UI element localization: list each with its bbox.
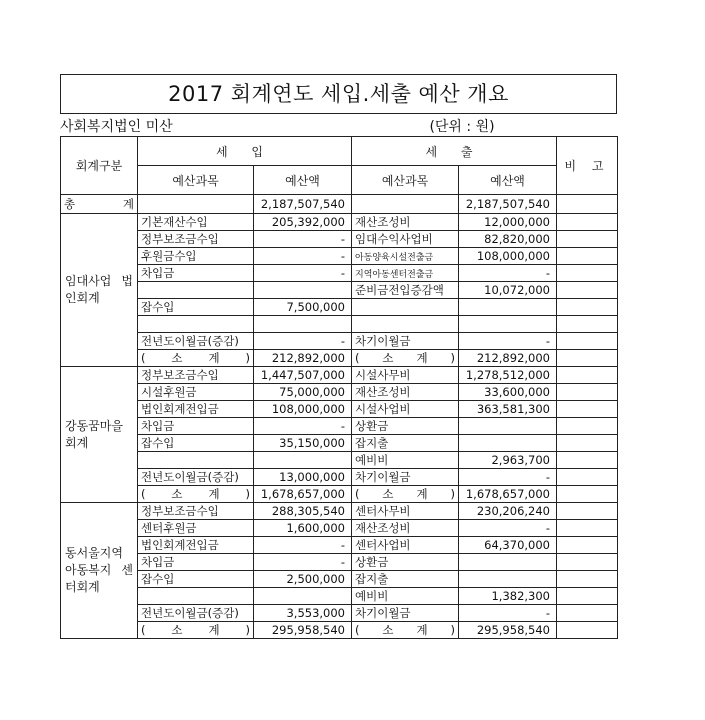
note-cell — [557, 299, 618, 316]
revenue-amount — [254, 452, 352, 469]
table-row — [61, 384, 618, 401]
expense-item: 차기이월금 — [352, 469, 459, 486]
expense-amount: 212,892,000 — [459, 350, 557, 367]
table-row — [61, 588, 618, 605]
expense-amount: - — [459, 605, 557, 622]
header-revenue: 세 입 — [138, 137, 352, 166]
revenue-amount: 212,892,000 — [254, 350, 352, 367]
note-cell — [557, 520, 618, 537]
revenue-item: 전년도이월금(증감) — [138, 333, 254, 350]
note-cell — [557, 622, 618, 639]
expense-amount — [459, 418, 557, 435]
revenue-item: ( 소 계 ) — [138, 486, 254, 503]
revenue-amount: 75,000,000 — [254, 384, 352, 401]
header-note: 비 고 — [557, 137, 618, 195]
revenue-item — [138, 316, 254, 333]
expense-amount: 82,820,000 — [459, 231, 557, 248]
expense-item: ( 소 계 ) — [352, 486, 459, 503]
table-row — [61, 282, 618, 299]
expense-item: ( 소 계 ) — [352, 622, 459, 639]
revenue-amount: 1,600,000 — [254, 520, 352, 537]
note-cell — [557, 248, 618, 265]
total-revenue-item — [138, 195, 254, 214]
note-cell — [557, 333, 618, 350]
revenue-item: 잡수입 — [138, 299, 254, 316]
expense-amount — [459, 554, 557, 571]
budget-table — [60, 136, 618, 639]
expense-item: 준비금전입증감액 — [352, 282, 459, 299]
expense-amount — [459, 299, 557, 316]
revenue-item: 전년도이월금(증감) — [138, 469, 254, 486]
revenue-item — [138, 588, 254, 605]
revenue-amount — [254, 588, 352, 605]
expense-amount: 1,278,512,000 — [459, 367, 557, 384]
revenue-amount: - — [254, 554, 352, 571]
group-label-imdae: 임대사업 법인회계 — [61, 214, 138, 367]
expense-amount: 1,382,300 — [459, 588, 557, 605]
total-expense-item — [352, 195, 459, 214]
expense-item: 예비비 — [352, 588, 459, 605]
revenue-amount: - — [254, 333, 352, 350]
table-row — [61, 248, 618, 265]
expense-item: 예비비 — [352, 452, 459, 469]
expense-item: 아동양육시설전출금 — [352, 248, 459, 265]
revenue-item: 후원금수입 — [138, 248, 254, 265]
header-row-top — [61, 137, 618, 166]
expense-item: 재산조성비 — [352, 214, 459, 231]
revenue-amount: 3,553,000 — [254, 605, 352, 622]
expense-amount: 363,581,300 — [459, 401, 557, 418]
expense-item: 시설사무비 — [352, 367, 459, 384]
total-label: 총 계 — [61, 195, 138, 214]
revenue-amount: 288,305,540 — [254, 503, 352, 520]
revenue-amount: - — [254, 537, 352, 554]
table-row — [61, 435, 618, 452]
expense-amount: 2,963,700 — [459, 452, 557, 469]
expense-item: 재산조성비 — [352, 520, 459, 537]
note-cell — [557, 231, 618, 248]
revenue-amount: 7,500,000 — [254, 299, 352, 316]
expense-amount: 295,958,540 — [459, 622, 557, 639]
revenue-amount: 1,678,657,000 — [254, 486, 352, 503]
group-label-gangdong: 강동꿈마을 회계 — [61, 367, 138, 503]
expense-amount — [459, 435, 557, 452]
revenue-item: 시설후원금 — [138, 384, 254, 401]
expense-amount: 64,370,000 — [459, 537, 557, 554]
expense-amount — [459, 571, 557, 588]
expense-item: 상환금 — [352, 554, 459, 571]
table-row — [61, 333, 618, 350]
table-row — [61, 469, 618, 486]
total-revenue-amount: 2,187,507,540 — [254, 195, 352, 214]
unit-label: (단위 : 원) — [429, 119, 495, 135]
expense-amount — [459, 316, 557, 333]
expense-item — [352, 299, 459, 316]
expense-item — [352, 316, 459, 333]
expense-amount: 10,072,000 — [459, 282, 557, 299]
revenue-item — [138, 282, 254, 299]
table-row — [61, 350, 618, 367]
budget-table-body — [61, 137, 618, 639]
revenue-amount: 205,392,000 — [254, 214, 352, 231]
note-cell — [557, 435, 618, 452]
table-row — [61, 554, 618, 571]
revenue-item: 차입금 — [138, 554, 254, 571]
note-cell — [557, 486, 618, 503]
revenue-amount: 13,000,000 — [254, 469, 352, 486]
expense-amount: 33,600,000 — [459, 384, 557, 401]
table-row — [61, 452, 618, 469]
revenue-item: ( 소 계 ) — [138, 622, 254, 639]
table-row — [61, 571, 618, 588]
revenue-item: ( 소 계 ) — [138, 350, 254, 367]
expense-item: 임대수익사업비 — [352, 231, 459, 248]
note-cell — [557, 537, 618, 554]
note-cell — [557, 401, 618, 418]
header-category: 회계구분 — [61, 137, 138, 195]
expense-item: 잡지출 — [352, 435, 459, 452]
table-row — [61, 418, 618, 435]
subheader — [60, 114, 617, 136]
note-cell — [557, 469, 618, 486]
total-expense-amount: 2,187,507,540 — [459, 195, 557, 214]
note-cell — [557, 452, 618, 469]
header-expense-item: 예산과목 — [352, 166, 459, 195]
expense-amount: 230,206,240 — [459, 503, 557, 520]
revenue-amount: - — [254, 248, 352, 265]
revenue-item: 잡수입 — [138, 571, 254, 588]
revenue-amount: 1,447,507,000 — [254, 367, 352, 384]
total-row — [61, 195, 618, 214]
revenue-amount: 108,000,000 — [254, 401, 352, 418]
header-revenue-amount: 예산액 — [254, 166, 352, 195]
expense-item: ( 소 계 ) — [352, 350, 459, 367]
table-row — [61, 622, 618, 639]
table-row — [61, 214, 618, 231]
total-note — [557, 195, 618, 214]
revenue-item: 센터후원금 — [138, 520, 254, 537]
revenue-item: 잡수입 — [138, 435, 254, 452]
expense-item: 재산조성비 — [352, 384, 459, 401]
expense-amount: - — [459, 520, 557, 537]
revenue-amount: - — [254, 231, 352, 248]
table-row — [61, 503, 618, 520]
revenue-item: 차입금 — [138, 418, 254, 435]
organization-name: 사회복지법인 미산 — [60, 119, 173, 135]
revenue-amount: - — [254, 418, 352, 435]
revenue-item: 법인회계전입금 — [138, 401, 254, 418]
note-cell — [557, 554, 618, 571]
expense-item: 센터사업비 — [352, 537, 459, 554]
expense-amount: 12,000,000 — [459, 214, 557, 231]
note-cell — [557, 265, 618, 282]
note-cell — [557, 384, 618, 401]
note-cell — [557, 605, 618, 622]
expense-item: 시설사업비 — [352, 401, 459, 418]
expense-amount: - — [459, 469, 557, 486]
note-cell — [557, 316, 618, 333]
revenue-amount: - — [254, 265, 352, 282]
revenue-amount: 2,500,000 — [254, 571, 352, 588]
table-row — [61, 265, 618, 282]
table-row — [61, 486, 618, 503]
revenue-item: 정부보조금수입 — [138, 503, 254, 520]
header-revenue-item: 예산과목 — [138, 166, 254, 195]
revenue-item: 기본재산수입 — [138, 214, 254, 231]
header-row-bottom — [61, 166, 618, 195]
revenue-item: 정부보조금수입 — [138, 367, 254, 384]
note-cell — [557, 350, 618, 367]
revenue-item: 정부보조금수입 — [138, 231, 254, 248]
expense-item: 잡지출 — [352, 571, 459, 588]
revenue-item: 전년도이월금(증감) — [138, 605, 254, 622]
expense-amount: 1,678,657,000 — [459, 486, 557, 503]
revenue-item — [138, 452, 254, 469]
note-cell — [557, 282, 618, 299]
revenue-amount: 295,958,540 — [254, 622, 352, 639]
revenue-amount — [254, 316, 352, 333]
expense-amount: 108,000,000 — [459, 248, 557, 265]
table-row — [61, 299, 618, 316]
table-row — [61, 367, 618, 384]
revenue-item: 차입금 — [138, 265, 254, 282]
table-row — [61, 605, 618, 622]
note-cell — [557, 503, 618, 520]
note-cell — [557, 571, 618, 588]
table-row — [61, 231, 618, 248]
note-cell — [557, 214, 618, 231]
expense-item: 센터사무비 — [352, 503, 459, 520]
table-row — [61, 401, 618, 418]
table-row — [61, 537, 618, 554]
budget-document — [60, 74, 617, 639]
document-title: 2017 회계연도 세입.세출 예산 개요 — [60, 74, 617, 114]
table-row — [61, 316, 618, 333]
expense-amount: - — [459, 333, 557, 350]
expense-item: 차기이월금 — [352, 333, 459, 350]
group-label-dongseoul: 동서울지역 아동복지 센터회계 — [61, 503, 138, 639]
header-expense-amount: 예산액 — [459, 166, 557, 195]
revenue-amount: 35,150,000 — [254, 435, 352, 452]
revenue-item: 법인회계전입금 — [138, 537, 254, 554]
note-cell — [557, 418, 618, 435]
table-row — [61, 520, 618, 537]
expense-item: 차기이월금 — [352, 605, 459, 622]
expense-item: 상환금 — [352, 418, 459, 435]
revenue-amount — [254, 282, 352, 299]
note-cell — [557, 588, 618, 605]
expense-item: 지역아동센터전출금 — [352, 265, 459, 282]
note-cell — [557, 367, 618, 384]
expense-amount: - — [459, 265, 557, 282]
header-expense: 세 출 — [352, 137, 557, 166]
